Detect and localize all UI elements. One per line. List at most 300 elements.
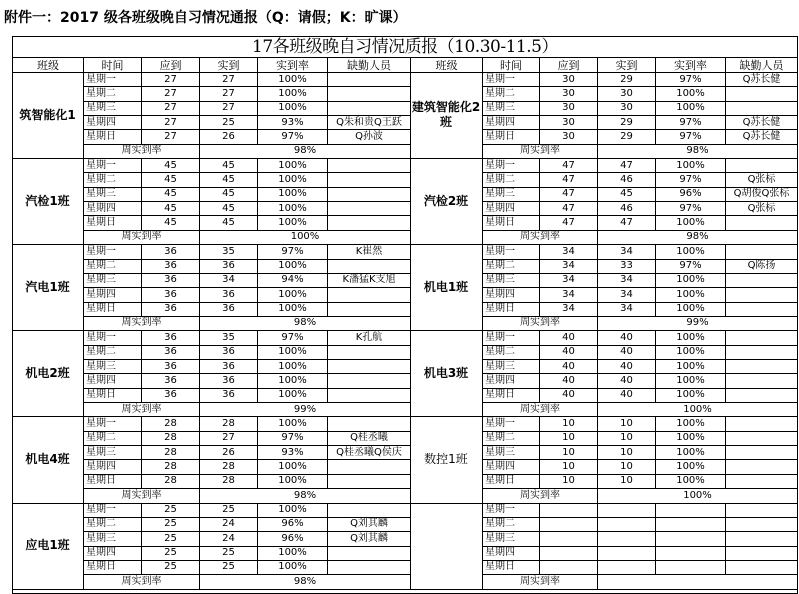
cell-rate: 97% <box>281 331 304 343</box>
grid-line <box>141 503 142 574</box>
cell-absent <box>726 532 797 546</box>
grid-line <box>797 57 798 72</box>
header-absent: 缺勤人员 <box>739 59 784 72</box>
cell-expected: 10 <box>562 460 575 472</box>
grid-line <box>141 330 142 402</box>
grid-line <box>797 330 798 402</box>
cell-rate: 100% <box>676 417 705 429</box>
grid-line <box>539 244 540 316</box>
grid-line <box>327 57 328 72</box>
cell-expected: 27 <box>164 116 177 128</box>
cell-actual: 34 <box>620 288 633 300</box>
grid-line <box>257 330 258 402</box>
grid-line <box>257 158 258 230</box>
cell-expected: 47 <box>562 202 575 214</box>
header-rate: 实到率 <box>276 59 309 72</box>
class-name: 数控1班 <box>424 451 468 466</box>
cell-expected: 28 <box>164 446 177 458</box>
grid-line <box>199 574 200 589</box>
cell-actual: 45 <box>222 173 235 185</box>
cell-actual: 45 <box>222 159 235 171</box>
cell-expected: 40 <box>562 374 575 386</box>
grid-line <box>482 503 483 574</box>
cell-absent <box>328 73 410 87</box>
cell-absent: Q张标 <box>747 202 776 214</box>
weekly-rate-value: 99% <box>293 403 317 415</box>
cell-expected <box>540 546 597 560</box>
cell-absent <box>726 288 797 302</box>
grid-line <box>539 416 540 488</box>
header-time: 时间 <box>101 59 124 72</box>
cell-day: 星期日 <box>86 303 116 315</box>
cell-expected: 45 <box>164 188 177 200</box>
cell-rate: 100% <box>676 159 705 171</box>
cell-day: 星期日 <box>485 130 515 142</box>
cell-rate: 100% <box>676 288 705 300</box>
cell-day: 星期二 <box>485 432 515 444</box>
cell-day: 星期日 <box>86 217 116 228</box>
cell-day: 星期三 <box>86 446 116 458</box>
cell-absent: K孔航 <box>355 331 383 343</box>
grid-line <box>539 503 540 574</box>
cell-absent <box>328 216 410 230</box>
cell-absent: Q孙波 <box>355 130 383 142</box>
grid-line <box>797 230 798 244</box>
grid-line <box>199 330 200 402</box>
cell-expected: 10 <box>562 446 575 458</box>
cell-actual: 28 <box>222 475 235 487</box>
weekly-rate-label: 周实到率 <box>121 575 162 587</box>
class-name: 筑智能化1 <box>19 107 76 122</box>
cell-expected: 25 <box>164 532 177 544</box>
weekly-rate-label: 周实到率 <box>121 231 162 243</box>
cell-absent <box>726 245 797 259</box>
weekly-rate-value: 98% <box>293 317 317 329</box>
cell-actual: 40 <box>620 346 633 358</box>
weekly-rate-label: 周实到率 <box>520 403 560 415</box>
cell-day: 星期四 <box>86 202 116 214</box>
cell-rate: 93% <box>281 116 304 128</box>
cell-absent <box>328 87 410 101</box>
grid-line <box>410 57 411 72</box>
grid-line <box>199 503 200 574</box>
cell-expected <box>540 560 597 574</box>
cell-rate: 100% <box>278 360 307 372</box>
grid-line <box>83 330 84 402</box>
weekly-rate-value: 98% <box>293 489 317 501</box>
grid-line <box>12 589 411 590</box>
grid-line <box>83 230 84 244</box>
grid-line <box>410 589 798 590</box>
cell-absent: Q苏长健 <box>742 73 781 85</box>
grid-line <box>482 144 483 158</box>
grid-line <box>199 402 200 416</box>
cell-actual: 35 <box>222 245 235 257</box>
cell-day: 星期三 <box>86 532 116 544</box>
grid-line <box>797 416 798 488</box>
cell-day: 星期三 <box>485 102 515 114</box>
cell-actual: 10 <box>620 460 633 472</box>
grid-line <box>655 244 656 316</box>
cell-absent <box>726 560 797 574</box>
grid-line <box>327 330 328 402</box>
header-class: 班级 <box>435 59 458 72</box>
weekly-rate-value: 98% <box>686 231 709 243</box>
cell-actual: 10 <box>620 417 633 429</box>
cell-expected: 28 <box>164 432 177 444</box>
cell-day: 星期二 <box>86 346 116 358</box>
cell-expected: 27 <box>164 130 177 142</box>
cell-day: 星期四 <box>485 116 515 128</box>
cell-day: 星期四 <box>86 547 116 559</box>
grid-line <box>482 158 483 230</box>
cell-day: 星期三 <box>485 360 515 372</box>
cell-expected: 40 <box>562 360 575 372</box>
weekly-rate-label: 周实到率 <box>121 403 162 415</box>
cell-expected: 28 <box>164 417 177 429</box>
grid-line <box>597 316 598 330</box>
cell-absent <box>328 474 410 488</box>
class-name <box>411 503 481 589</box>
grid-line <box>655 503 656 574</box>
cell-absent <box>328 503 410 517</box>
cell-absent: Q张标 <box>747 173 776 185</box>
cell-rate: 100% <box>278 102 307 114</box>
cell-rate: 97% <box>281 245 304 257</box>
grid-line <box>655 330 656 402</box>
grid-line <box>141 244 142 316</box>
cell-absent <box>328 302 410 316</box>
cell-rate: 100% <box>278 389 307 401</box>
cell-expected: 47 <box>562 217 575 228</box>
grid-line <box>797 158 798 230</box>
cell-day: 星期四 <box>485 288 515 300</box>
weekly-rate-label: 周实到率 <box>121 489 162 501</box>
cell-absent: K潘猛K支旭 <box>342 274 396 286</box>
cell-day: 星期三 <box>485 274 515 286</box>
header-absent: 缺勤人员 <box>347 59 391 72</box>
cell-absent <box>328 288 410 302</box>
cell-expected: 36 <box>164 303 177 315</box>
cell-day: 星期三 <box>485 532 515 544</box>
cell-actual: 10 <box>620 446 633 458</box>
grid-line <box>597 330 598 402</box>
grid-line <box>539 72 540 144</box>
grid-line <box>199 316 200 330</box>
cell-actual: 45 <box>222 217 235 228</box>
weekly-rate-label: 周实到率 <box>520 575 560 587</box>
cell-absent <box>726 345 797 359</box>
cell-rate: 100% <box>278 374 307 386</box>
cell-expected: 30 <box>562 130 575 142</box>
cell-expected: 30 <box>562 116 575 128</box>
cell-expected: 36 <box>164 245 177 257</box>
cell-rate: 100% <box>676 432 705 444</box>
cell-expected: 36 <box>164 331 177 343</box>
cell-rate: 100% <box>278 475 307 487</box>
cell-expected: 36 <box>164 260 177 272</box>
cell-expected: 34 <box>562 260 575 272</box>
cell-rate: 100% <box>278 217 307 228</box>
cell-expected: 10 <box>562 475 575 487</box>
cell-rate: 100% <box>278 159 307 171</box>
cell-actual: 26 <box>222 130 235 142</box>
cell-actual <box>598 546 655 560</box>
cell-absent <box>726 331 797 345</box>
cell-day: 星期一 <box>485 504 515 515</box>
cell-day: 星期三 <box>485 188 515 200</box>
weekly-rate-value: 100% <box>683 403 712 415</box>
weekly-rate-value: 98% <box>686 145 709 157</box>
cell-expected: 10 <box>562 417 575 429</box>
cell-day: 星期日 <box>86 389 116 401</box>
cell-absent <box>726 503 797 517</box>
weekly-rate-value: 100% <box>683 489 712 501</box>
cell-expected: 36 <box>164 346 177 358</box>
cell-rate: 100% <box>676 274 705 286</box>
cell-rate: 93% <box>281 446 304 458</box>
cell-actual: 34 <box>222 274 235 286</box>
grid-line <box>597 72 598 144</box>
cell-actual: 33 <box>620 260 633 272</box>
cell-absent: Q苏长健 <box>742 116 781 128</box>
cell-actual: 36 <box>222 360 235 372</box>
cell-actual: 10 <box>620 432 633 444</box>
cell-day: 星期一 <box>485 331 515 343</box>
cell-day: 星期二 <box>86 260 116 272</box>
header-expected: 应到 <box>159 59 182 72</box>
cell-rate: 97% <box>679 116 702 128</box>
cell-expected: 36 <box>164 389 177 401</box>
grid-line <box>597 488 598 503</box>
cell-expected: 36 <box>164 274 177 286</box>
grid-line <box>482 72 483 144</box>
weekly-rate-label: 周实到率 <box>520 231 560 243</box>
cell-rate: 100% <box>676 460 705 472</box>
weekly-rate-value: 98% <box>293 145 317 157</box>
cell-rate: 97% <box>679 260 702 272</box>
cell-actual: 36 <box>222 389 235 401</box>
class-name: 汽检1班 <box>25 193 70 208</box>
cell-actual: 40 <box>620 389 633 401</box>
grid-line <box>597 230 598 244</box>
cell-actual <box>598 560 655 574</box>
cell-absent <box>328 417 410 431</box>
cell-day: 星期日 <box>86 475 116 487</box>
cell-rate: 100% <box>676 102 705 114</box>
cell-expected: 34 <box>562 288 575 300</box>
cell-actual <box>598 532 655 546</box>
table-title: 17各班级晚自习情况质报（10.30-11.5） <box>252 37 558 57</box>
cell-actual: 10 <box>620 475 633 487</box>
cell-expected: 27 <box>164 73 177 85</box>
grid-line <box>257 57 258 72</box>
cell-absent <box>726 101 797 115</box>
grid-line <box>597 57 598 72</box>
cell-rate: 97% <box>281 130 304 142</box>
cell-absent <box>328 360 410 374</box>
grid-line <box>83 72 84 144</box>
cell-actual: 34 <box>620 245 633 257</box>
report-heading: 附件一：2017 级各班级晚自习情况通报（Q：请假；K：旷课） <box>4 10 407 26</box>
cell-expected: 40 <box>562 346 575 358</box>
cell-actual: 34 <box>620 274 633 286</box>
grid-line <box>83 488 84 503</box>
cell-day: 星期三 <box>86 360 116 372</box>
grid-line <box>83 144 84 158</box>
grid-line <box>83 416 84 488</box>
grid-line <box>199 244 200 316</box>
cell-rate: 100% <box>676 360 705 372</box>
cell-rate: 100% <box>676 446 705 458</box>
cell-actual: 26 <box>222 446 235 458</box>
cell-expected: 25 <box>164 518 177 530</box>
grid-line <box>725 416 726 488</box>
weekly-rate-label: 周实到率 <box>121 317 162 329</box>
grid-line <box>12 36 798 37</box>
cell-rate <box>656 546 725 560</box>
cell-expected <box>540 503 597 517</box>
weekly-rate-value: 100% <box>290 231 320 243</box>
cell-absent <box>726 517 797 531</box>
cell-rate: 100% <box>278 288 307 300</box>
cell-actual: 36 <box>222 288 235 300</box>
grid-line <box>655 72 656 144</box>
cell-absent: Q桂丞曦 <box>350 432 388 444</box>
cell-day: 星期三 <box>86 274 116 286</box>
cell-actual: 36 <box>222 374 235 386</box>
class-name: 机电4班 <box>25 451 70 466</box>
cell-rate: 100% <box>278 417 307 429</box>
cell-expected: 25 <box>164 547 177 559</box>
cell-day: 星期二 <box>485 260 515 272</box>
cell-rate: 96% <box>679 188 702 200</box>
cell-expected: 28 <box>164 460 177 472</box>
cell-actual: 28 <box>222 417 235 429</box>
cell-day: 星期三 <box>86 188 116 200</box>
grid-line <box>257 72 258 144</box>
cell-expected: 27 <box>164 102 177 114</box>
grid-line <box>141 72 142 144</box>
cell-expected: 36 <box>164 360 177 372</box>
cell-absent <box>726 87 797 101</box>
cell-day: 星期四 <box>86 288 116 300</box>
cell-rate: 100% <box>278 561 307 573</box>
header-rate: 实到率 <box>674 59 707 72</box>
cell-day: 星期一 <box>485 417 515 429</box>
cell-absent <box>726 374 797 388</box>
grid-line <box>482 416 483 488</box>
cell-absent <box>328 546 410 560</box>
cell-day: 星期一 <box>485 73 515 85</box>
cell-rate: 100% <box>278 202 307 214</box>
cell-absent <box>328 159 410 173</box>
cell-absent: Q胡俊Q张标 <box>733 188 790 200</box>
grid-line <box>12 57 13 72</box>
grid-line <box>725 244 726 316</box>
grid-line <box>83 574 84 589</box>
header-actual: 实到 <box>615 59 638 72</box>
grid-line <box>797 574 798 589</box>
cell-expected: 34 <box>562 274 575 286</box>
cell-rate: 97% <box>679 202 702 214</box>
cell-rate: 100% <box>676 87 705 99</box>
cell-rate: 96% <box>281 532 304 544</box>
grid-line <box>199 230 200 244</box>
cell-expected: 45 <box>164 217 177 228</box>
cell-absent <box>726 216 797 230</box>
cell-day: 星期四 <box>485 202 515 214</box>
grid-line <box>141 416 142 488</box>
grid-line <box>141 158 142 230</box>
grid-line <box>597 574 598 589</box>
grid-line <box>83 503 84 574</box>
cell-rate: 100% <box>278 73 307 85</box>
cell-rate: 94% <box>281 274 304 286</box>
cell-rate: 100% <box>278 547 307 559</box>
cell-actual: 27 <box>222 73 235 85</box>
grid-line <box>327 158 328 230</box>
cell-day: 星期三 <box>86 102 116 114</box>
grid-line <box>482 574 483 589</box>
grid-line <box>797 72 798 144</box>
cell-rate: 97% <box>679 73 702 85</box>
cell-actual: 47 <box>620 159 633 171</box>
grid-line <box>797 144 798 158</box>
cell-rate: 100% <box>278 504 307 515</box>
cell-expected: 25 <box>164 561 177 573</box>
cell-absent: K崔然 <box>355 245 383 257</box>
cell-absent <box>328 345 410 359</box>
cell-day: 星期日 <box>485 303 515 315</box>
header-expected: 应到 <box>557 59 580 72</box>
cell-absent: Q桂丞曦Q侯庆 <box>336 446 402 458</box>
class-name: 建筑智能化2班 <box>411 100 481 130</box>
weekly-rate-label: 周实到率 <box>121 145 162 157</box>
cell-actual: 36 <box>222 346 235 358</box>
cell-absent <box>726 460 797 474</box>
cell-actual: 45 <box>222 188 235 200</box>
cell-absent <box>328 460 410 474</box>
cell-day: 星期四 <box>485 460 515 472</box>
grid-line <box>482 230 483 244</box>
cell-actual: 29 <box>620 130 633 142</box>
cell-actual: 45 <box>222 202 235 214</box>
cell-actual: 30 <box>620 87 633 99</box>
grid-line <box>327 72 328 144</box>
cell-actual: 46 <box>620 173 633 185</box>
cell-expected: 28 <box>164 475 177 487</box>
cell-day: 星期二 <box>86 173 116 185</box>
cell-day: 星期一 <box>86 245 116 257</box>
weekly-rate-label: 周实到率 <box>520 145 560 157</box>
cell-rate <box>656 560 725 574</box>
cell-day: 星期四 <box>86 116 116 128</box>
grid-line <box>725 57 726 72</box>
cell-day: 星期二 <box>485 173 515 185</box>
cell-day: 星期一 <box>86 417 116 429</box>
cell-day: 星期一 <box>86 504 116 515</box>
cell-actual: 27 <box>222 87 235 99</box>
cell-rate: 100% <box>278 260 307 272</box>
cell-expected: 10 <box>562 432 575 444</box>
cell-day: 星期一 <box>86 331 116 343</box>
cell-absent: Q刘其麟 <box>350 532 388 544</box>
cell-absent <box>726 417 797 431</box>
grid-line <box>257 416 258 488</box>
grid-line <box>539 158 540 230</box>
cell-absent <box>328 187 410 201</box>
